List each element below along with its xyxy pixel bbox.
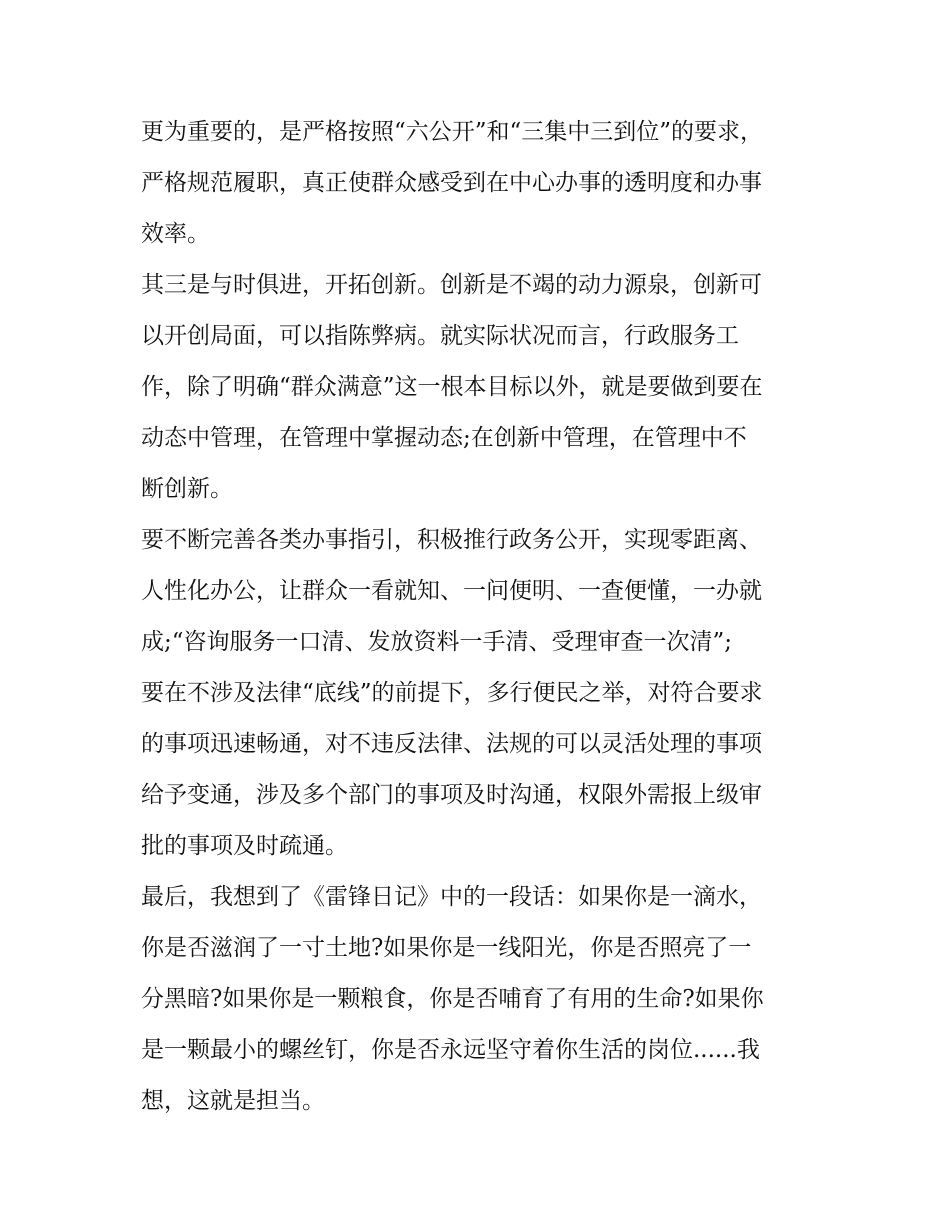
text-line: 断创新。 (141, 476, 233, 502)
text-line: 批的事项及时疏通。 (141, 833, 348, 859)
text-line: 给予变通，涉及多个部门的事项及时沟通，权限外需报上级审 (141, 782, 762, 808)
text-line: 更为重要的，是严格按照“六公开”和“三集中三到位”的要求， (141, 119, 764, 145)
text-line: 人性化办公，让群众一看就知、一问便明、一查便懂，一办就 (141, 578, 762, 604)
text-line: 要在不涉及法律“底线”的前提下，多行便民之举，对符合要求 (141, 680, 763, 706)
text-line: 作，除了明确“群众满意”这一根本目标以外，就是要做到要在 (141, 374, 763, 400)
body-text (141, 107, 821, 1127)
text-line: 分黑暗?如果你是一颗粮食，你是否哺育了有用的生命?如果你 (141, 986, 764, 1012)
text-line: 的事项迅速畅通，对不违反法律、法规的可以灵活处理的事项 (141, 731, 762, 757)
text-line: 成;“咨询服务一口清、发放资料一手清、受理审查一次清”; (141, 629, 733, 655)
text-line: 动态中管理，在管理中掌握动态;在创新中管理，在管理中不 (141, 425, 747, 451)
text-line: 严格规范履职，真正使群众感受到在中心办事的透明度和办事 (141, 170, 762, 196)
text-line: 以开创局面，可以指陈弊病。就实际状况而言，行政服务工 (141, 323, 739, 349)
text-line: 最后，我想到了《雷锋日记》中的一段话：如果你是一滴水， (141, 884, 762, 910)
text-line: 是一颗最小的螺丝钉，你是否永远坚守着你生活的岗位......我 (141, 1037, 760, 1063)
text-line: 你是否滋润了一寸土地?如果你是一线阳光，你是否照亮了一 (141, 935, 752, 961)
text-line: 效率。 (141, 221, 210, 247)
text-line: 想，这就是担当。 (141, 1088, 325, 1114)
text-line: 其三是与时俱进，开拓创新。创新是不竭的动力源泉，创新可 (141, 272, 762, 298)
text-line: 要不断完善各类办事指引，积极推行政务公开，实现零距离、 (141, 527, 762, 553)
